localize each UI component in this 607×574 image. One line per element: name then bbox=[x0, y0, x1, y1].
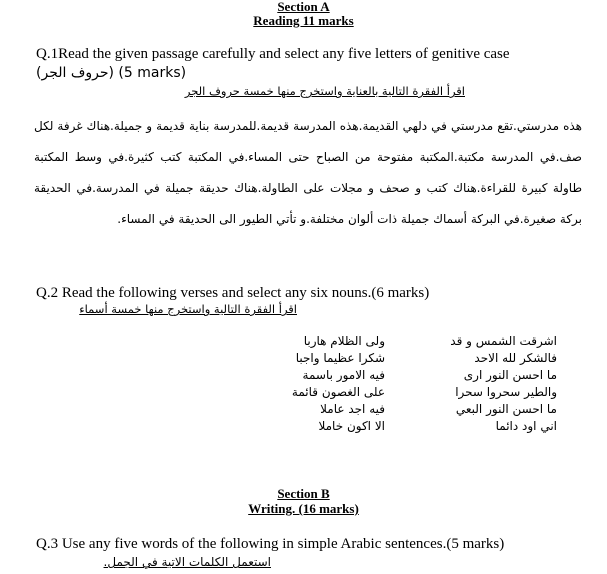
verse-left-4: على الغصون قائمة bbox=[291, 385, 385, 399]
passage-line-4: بركة صغيرة.في البركة أسماك جميلة ذات ألوان مختلفة.و تأتي الطيور الى الحديقة في المساء. bbox=[117, 212, 582, 226]
section-a-title: Section A bbox=[277, 0, 330, 14]
section-b-title: Section B bbox=[277, 486, 330, 501]
verse-left-2: شكرا عظيما واجبا bbox=[295, 351, 385, 365]
verse-right-1: اشرقت الشمس و قد bbox=[450, 334, 557, 348]
q3-english: Q.3 Use any five words of the following in simple Arabic sentences.(5 marks) bbox=[36, 536, 505, 552]
verse-right-5: ما احسن النور البعي bbox=[455, 402, 557, 416]
q1-arabic-instruction: اقرأ الفقرة التالية بالعناية واستخرج منها خمسة حروف الجر bbox=[184, 84, 465, 98]
verse-right-2: فالشكر لله الاحد bbox=[474, 351, 557, 365]
verse-left-3: فيه الامور باسمة bbox=[302, 368, 385, 382]
passage-line-2: صف.في المدرسة مكتبة.المكتبة مفتوحة من الصباح حتى المساء.في المكتبة كتب كثيرة.في وسط المكتبة bbox=[34, 150, 582, 164]
verse-left-5: فيه اجد عاملا bbox=[320, 402, 385, 416]
verse-left-6: الا اكون خاملا bbox=[318, 419, 385, 433]
verse-left-1: ولى الظلام هاربا bbox=[303, 334, 385, 348]
q2-english: Q.2 Read the following verses and select any six nouns.(6 marks) bbox=[36, 285, 430, 301]
q1-english: Q.1Read the given passage carefully and select any five letters of genitive case bbox=[36, 46, 510, 62]
passage-line-3: طاولة كبيرة للقراءة.هناك كتب و صحف و مجلات على الطاولة.هناك حديقة جميلة في المدرسة.في الحديقة bbox=[34, 181, 582, 195]
section-b-subtitle: Writing. (16 marks) bbox=[248, 501, 359, 516]
verse-right-3: ما احسن النور ارى bbox=[463, 368, 557, 382]
q1-english-line2 bbox=[36, 65, 186, 82]
verse-right-6: اني اود دائما bbox=[495, 419, 557, 433]
verse-right-4: والطير سحروا سحرا bbox=[455, 385, 557, 399]
section-a-subtitle: Reading 11 marks bbox=[253, 13, 354, 28]
q1-english-line2-text: (حروف الجر) (5 marks) bbox=[36, 65, 187, 81]
q3-arabic-instruction: استعمل الكلمات الاتية في الجمل. bbox=[103, 555, 271, 569]
q2-arabic-instruction: اقرأ الفقرة التالية واستخرج منها خمسة أسماء bbox=[79, 302, 297, 316]
passage-line-1: هذه مدرستي.تقع مدرستي في دلهي القديمة.هذه المدرسة قديمة.للمدرسة بناية قديمة و جميلة.هناك غرفة لكل bbox=[34, 119, 582, 133]
